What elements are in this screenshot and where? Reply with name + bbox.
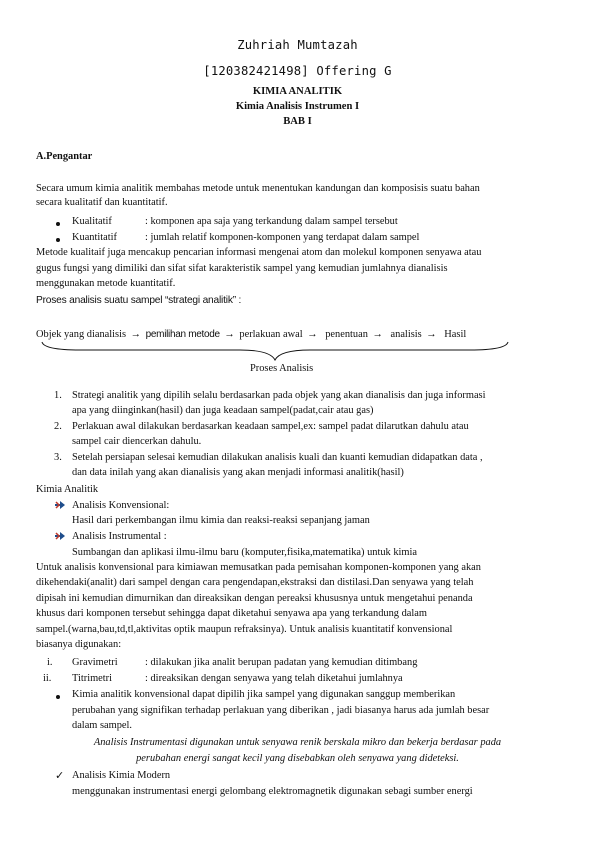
roman-number: ii. [43,673,52,684]
roman-term-titrimetri: Titrimetri [72,673,113,684]
bullet-arrow-icon [54,530,66,542]
bullet-term-kuantitatif: Kuantitatif [72,232,118,243]
bullet-desc-kuantitatif: : jumlah relatif komponen-komponen yang terdapat dalam sampel [145,232,420,243]
note-line-1: Kimia analitik konvensional dapat dipilih jika sampel yang digunakan sanggup memberikan [72,689,456,700]
course-title: KIMIA ANALITIK [252,86,343,97]
method-line-3: menggunakan metode kuantitatif. [36,278,176,289]
note-line-2: perubahan yang signifikan terhadap perlakuan yang diberikan , jadi biasanya harus ada jumlah besar [72,705,490,716]
arrow-right-icon: → [224,329,235,340]
intro-line-1: Secara umum kimia analitik membahas metode untuk menentukan kandungan dan komposisis suatu bahan [36,183,480,194]
flow-step-objek: Objek yang dianalisis [36,329,127,340]
bullet-term-kualitatif: Kualitatif [72,216,112,227]
section-heading: A.Pengantar [36,151,93,162]
flow-step-hasil: Hasil [444,329,467,340]
konv-line-4: khusus dari komponen tersebut sehingga dapat diketahui senyawa apa yang terkandung dalam [36,608,427,619]
arrow-right-icon: → [130,329,142,340]
author-name: Zuhriah Mumtazah [237,38,358,52]
kimia-konvensional-desc: Hasil dari perkembangan ilmu kimia dan reaksi-reaksi sepanjang jaman [72,515,370,526]
checkmark-icon: ✓ [55,770,65,782]
list-number: 3. [54,452,62,463]
modern-desc: menggunakan instrumentasi energi gelombang elektromagnetik digunakan sebagi sumber energi [72,786,473,797]
process-title: Proses analisis suatu sampel “strategi analitik” : [36,295,242,306]
list-item-2-line-1: Perlakuan awal dilakukan berdasarkan keadaan sampel,ex: sampel padat dilarutkan dahulu atau [72,421,469,432]
flow-step-analisis: analisis [390,329,422,340]
konv-line-6: biasanya digunakan: [36,639,122,650]
flow-step-perlakuan: perlakuan awal [239,329,303,340]
method-line-1: Metode kualitaif juga mencakup pencarian informasi mengenai atom dan molekul komponen senyawa atau [36,247,482,258]
chapter-title: BAB I [283,116,312,127]
roman-number: i. [47,657,53,668]
modern-label: Analisis Kimia Modern [72,770,171,781]
list-item-3-line-1: Setelah persiapan selesai kemudian dilakukan analisis kuali dan kuanti kemudian didapatkan data , [72,452,483,463]
kimia-instrumental-desc: Sumbangan dan aplikasi ilmu-ilmu baru (komputer,fisika,matematika) untuk kimia [72,547,417,558]
kimia-title: Kimia Analitik [36,484,99,495]
roman-term-gravimetri: Gravimetri [72,657,118,668]
roman-desc-titrimetri: : direaksikan dengan senyawa yang telah diketahui jumlahnya [145,673,403,684]
bullet-desc-kualitatif: : komponen apa saja yang terkandung dalam sampel tersebut [145,216,398,227]
list-item-3-line-2: dan data inilah yang akan dianalisis yang akan menjadi informasi analitik(hasil) [72,467,404,478]
kimia-konvensional-label: Analisis Konvensional: [72,500,170,511]
bullet-icon [56,238,60,242]
bullet-icon [56,695,60,699]
bullet-arrow-icon [54,499,66,511]
method-line-2: gugus fungsi yang dimiliki dan sifat sifat karakteristik sampel yang kemudian jumlahnya dianalisis [36,263,448,274]
arrow-right-icon: → [372,329,383,340]
flow-step-pemilihan: pemilihan metode [145,329,220,340]
brace-label: Proses Analisis [250,363,314,374]
list-item-1-line-2: apa yang diinginkan(hasil) dan juga keadaan sampel(padat,cair atau gas) [72,405,374,416]
curly-brace [40,340,510,362]
bullet-icon [56,222,60,226]
italic-line-2: perubahan energi sangat kecil yang disebabkan oleh senyawa yang dideteksi. [136,753,459,764]
list-number: 1. [54,390,62,401]
flow-step-penentuan: penentuan [325,329,368,340]
konv-line-3: dipisah ini kemudian dimurnikan dan direaksikan dengan pereaksi khususnya untuk mengetahui penanda [36,593,473,604]
list-number: 2. [54,421,62,432]
list-item-2-line-2: sampel cair diencerkan dahulu. [72,436,202,447]
subtitle: Kimia Analisis Instrumen I [235,101,360,112]
arrow-right-icon: → [307,329,318,340]
student-id-line: [120382421498] Offering G [203,64,392,78]
konv-line-1: Untuk analisis konvensional para kimiawan memusatkan pada pemisahan komponen-komponen yang akan [36,562,481,573]
list-item-1-line-1: Strategi analitik yang dipilih selalu berdasarkan pada objek yang akan dianalisis dan juga informasi [72,390,486,401]
konv-line-5: sampel.(warna,bau,td,tl,aktivitas optik maupun refraksinya). Untuk analisis kuantitatif konvensional [36,624,453,635]
roman-desc-gravimetri: : dilakukan jika analit berupan padatan yang kemudian ditimbang [145,657,418,668]
note-line-3: dalam sampel. [72,720,133,731]
konv-line-2: dikehendaki(analit) dari sampel dengan cara pengendapan,ekstraksi dan distilasi.Dan senyawa yang telah [36,577,474,588]
italic-line-1: Analisis Instrumentasi digunakan untuk senyawa renik berskala mikro dan bekerja berdasar pada [93,737,502,748]
kimia-instrumental-label: Analisis Instrumental : [72,531,167,542]
arrow-right-icon: → [426,329,437,340]
intro-line-2: secara kualitatif dan kuantitatif. [36,197,168,208]
